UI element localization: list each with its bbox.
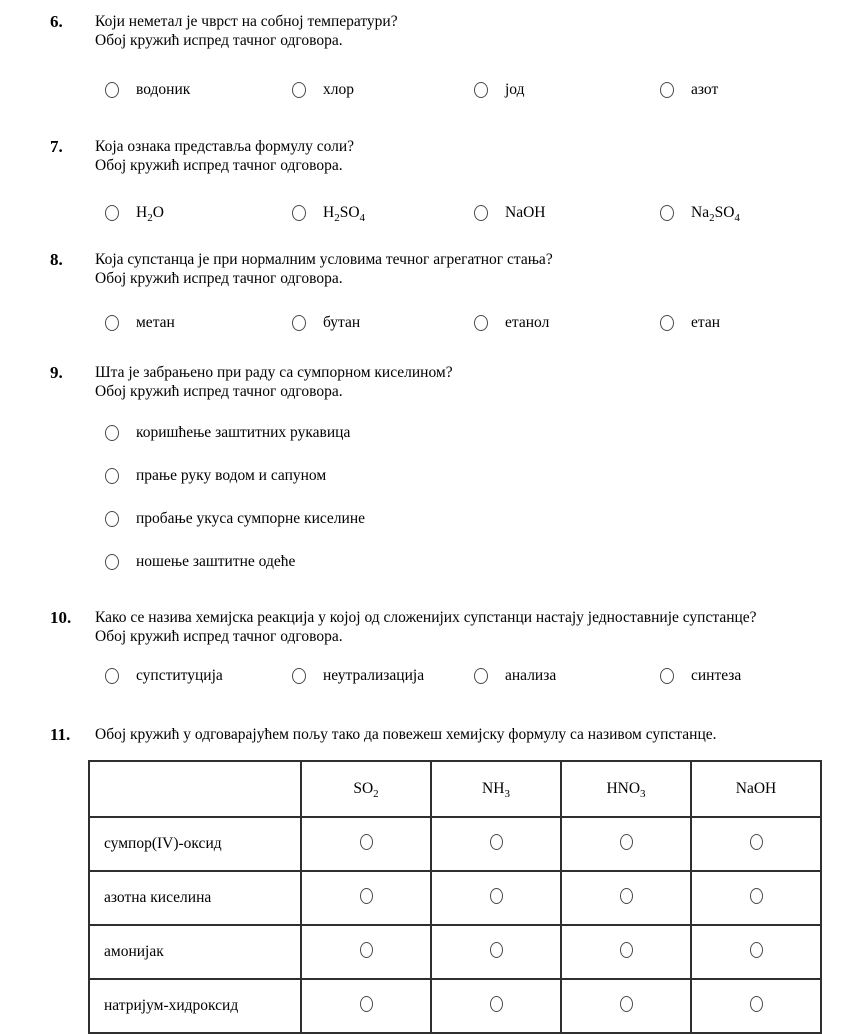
question-instruction: Обој кружић испред тачног одговора. — [95, 32, 343, 49]
option-analiza[interactable] — [474, 666, 660, 686]
radio-circle-icon[interactable] — [620, 996, 633, 1012]
worksheet-page — [0, 12, 844, 1034]
option-pranje-ruku[interactable] — [105, 466, 844, 486]
matrix-cell — [691, 925, 821, 979]
matrix-cell — [431, 871, 561, 925]
option-label: анализа — [505, 667, 557, 684]
question-text: Обој кружић у одговарајућем пољу тако да повежеш хемијску формулу са називом супстанце. — [95, 726, 717, 743]
option-h2so4[interactable] — [292, 203, 474, 223]
radio-circle-icon[interactable] — [360, 888, 373, 904]
option-etan[interactable] — [660, 313, 844, 333]
radio-circle-icon[interactable] — [105, 668, 119, 684]
radio-circle-icon[interactable] — [105, 82, 119, 98]
radio-circle-icon[interactable] — [490, 996, 503, 1012]
option-naoh[interactable] — [474, 203, 660, 223]
matrix-cell — [561, 979, 691, 1033]
question-6 — [50, 12, 844, 100]
radio-circle-icon[interactable] — [292, 82, 306, 98]
matrix-cell — [561, 817, 691, 871]
question-8 — [50, 250, 844, 333]
table-row — [89, 817, 821, 871]
options-row — [105, 203, 844, 223]
question-9 — [50, 363, 844, 572]
radio-circle-icon[interactable] — [105, 511, 119, 527]
radio-circle-icon[interactable] — [105, 205, 119, 221]
row-header: натријум-хидроксид — [89, 979, 301, 1033]
option-label: етанол — [505, 314, 550, 331]
matrix-cell — [431, 979, 561, 1033]
option-label: хлор — [323, 81, 354, 98]
option-neutralizacija[interactable] — [292, 666, 474, 686]
option-label: $Na_2SO_4$ — [691, 204, 740, 225]
radio-circle-icon[interactable] — [292, 668, 306, 684]
radio-circle-icon[interactable] — [660, 205, 674, 221]
option-label: NaOH — [505, 204, 546, 221]
matrix-cell — [301, 979, 431, 1033]
matching-table — [88, 760, 822, 1034]
option-label: етан — [691, 314, 721, 331]
option-etanol[interactable] — [474, 313, 660, 333]
question-number: 7. — [50, 137, 63, 156]
option-hlor[interactable] — [292, 80, 474, 100]
option-metan[interactable] — [105, 313, 292, 333]
options-row — [105, 313, 844, 333]
radio-circle-icon[interactable] — [750, 834, 763, 850]
radio-circle-icon[interactable] — [750, 996, 763, 1012]
option-label: ношење заштитне одеће — [136, 553, 296, 570]
question-11 — [50, 725, 844, 1034]
option-label: јод — [505, 81, 525, 98]
radio-circle-icon[interactable] — [474, 82, 488, 98]
empty-header-cell — [89, 761, 301, 817]
table-row — [89, 871, 821, 925]
question-7 — [50, 137, 844, 223]
matrix-cell — [561, 925, 691, 979]
option-label: метан — [136, 314, 175, 331]
table-row — [89, 925, 821, 979]
question-10 — [50, 608, 844, 686]
matrix-cell — [301, 817, 431, 871]
row-header: амонијак — [89, 925, 301, 979]
option-label: бутан — [323, 314, 361, 331]
question-text: Како се назива хемијска реакција у којој од сложенијих супстанци настају једноставније супстанце? — [95, 609, 757, 626]
radio-circle-icon[interactable] — [620, 942, 633, 958]
matrix-cell — [301, 871, 431, 925]
question-number: 6. — [50, 12, 63, 31]
question-text: Шта је забрањено при раду са сумпорном киселином? — [95, 364, 453, 381]
question-number: 9. — [50, 363, 63, 382]
radio-circle-icon[interactable] — [474, 205, 488, 221]
radio-circle-icon[interactable] — [660, 315, 674, 331]
matrix-cell — [431, 817, 561, 871]
option-probanje-ukusa[interactable] — [105, 509, 844, 529]
radio-circle-icon[interactable] — [360, 834, 373, 850]
radio-circle-icon[interactable] — [490, 834, 503, 850]
option-h2o[interactable] — [105, 203, 292, 223]
option-sinteza[interactable] — [660, 666, 844, 686]
question-instruction: Обој кружић испред тачног одговора. — [95, 270, 343, 287]
option-label: синтеза — [691, 667, 742, 684]
radio-circle-icon[interactable] — [660, 82, 674, 98]
question-number: 11. — [50, 725, 71, 744]
option-label: супституција — [136, 667, 223, 684]
option-zastitna-odeca[interactable] — [105, 552, 844, 572]
matrix-cell — [431, 925, 561, 979]
option-jod[interactable] — [474, 80, 660, 100]
option-label: водоник — [136, 81, 191, 98]
option-label: азот — [691, 81, 719, 98]
option-vodonik[interactable] — [105, 80, 292, 100]
radio-circle-icon[interactable] — [105, 425, 119, 441]
column-header-hno3: $HNO_3$ — [561, 761, 691, 817]
radio-circle-icon[interactable] — [620, 888, 633, 904]
option-label: неутрализација — [323, 667, 425, 684]
question-text: Која ознака представља формулу соли? — [95, 138, 355, 155]
question-instruction: Обој кружић испред тачног одговора. — [95, 628, 343, 645]
table-header-row — [89, 761, 821, 817]
option-label: $H_2SO_4$ — [323, 204, 366, 225]
option-label: коришћење заштитних рукавица — [136, 424, 351, 441]
options-column — [105, 423, 844, 572]
radio-circle-icon[interactable] — [750, 942, 763, 958]
radio-circle-icon[interactable] — [105, 554, 119, 570]
option-rukavice[interactable] — [105, 423, 844, 443]
column-header-naoh: NaOH — [691, 761, 821, 817]
question-number: 10. — [50, 608, 72, 627]
option-na2so4[interactable] — [660, 203, 844, 223]
question-instruction: Обој кружић испред тачног одговора. — [95, 157, 343, 174]
options-row — [105, 80, 844, 100]
matrix-cell — [691, 871, 821, 925]
option-supstitucija[interactable] — [105, 666, 292, 686]
matrix-cell — [561, 871, 691, 925]
radio-circle-icon[interactable] — [292, 315, 306, 331]
radio-circle-icon[interactable] — [474, 668, 488, 684]
option-azot[interactable] — [660, 80, 844, 100]
radio-circle-icon[interactable] — [292, 205, 306, 221]
options-row — [105, 666, 844, 686]
question-number: 8. — [50, 250, 63, 269]
option-label: $H_2O$ — [136, 204, 164, 225]
radio-circle-icon[interactable] — [105, 315, 119, 331]
radio-circle-icon[interactable] — [620, 834, 633, 850]
option-butan[interactable] — [292, 313, 474, 333]
table-row — [89, 979, 821, 1033]
radio-circle-icon[interactable] — [660, 668, 674, 684]
column-header-nh3: $NH_3$ — [431, 761, 561, 817]
option-label: прање руку водом и сапуном — [136, 467, 327, 484]
matrix-cell — [691, 979, 821, 1033]
radio-circle-icon[interactable] — [490, 942, 503, 958]
radio-circle-icon[interactable] — [360, 942, 373, 958]
question-text: Који неметал је чврст на собној температури? — [95, 13, 398, 30]
question-text: Која супстанца је при нормалним условима течног агрегатног стања? — [95, 251, 553, 268]
radio-circle-icon[interactable] — [474, 315, 488, 331]
radio-circle-icon[interactable] — [105, 468, 119, 484]
matrix-cell — [301, 925, 431, 979]
radio-circle-icon[interactable] — [750, 888, 763, 904]
row-header: сумпор(IV)-оксид — [89, 817, 301, 871]
matrix-cell — [691, 817, 821, 871]
row-header: азотна киселина — [89, 871, 301, 925]
radio-circle-icon[interactable] — [360, 996, 373, 1012]
option-label: пробање укуса сумпорне киселине — [136, 510, 366, 527]
question-instruction: Обој кружић испред тачног одговора. — [95, 383, 343, 400]
column-header-so2: $SO_2$ — [301, 761, 431, 817]
radio-circle-icon[interactable] — [490, 888, 503, 904]
